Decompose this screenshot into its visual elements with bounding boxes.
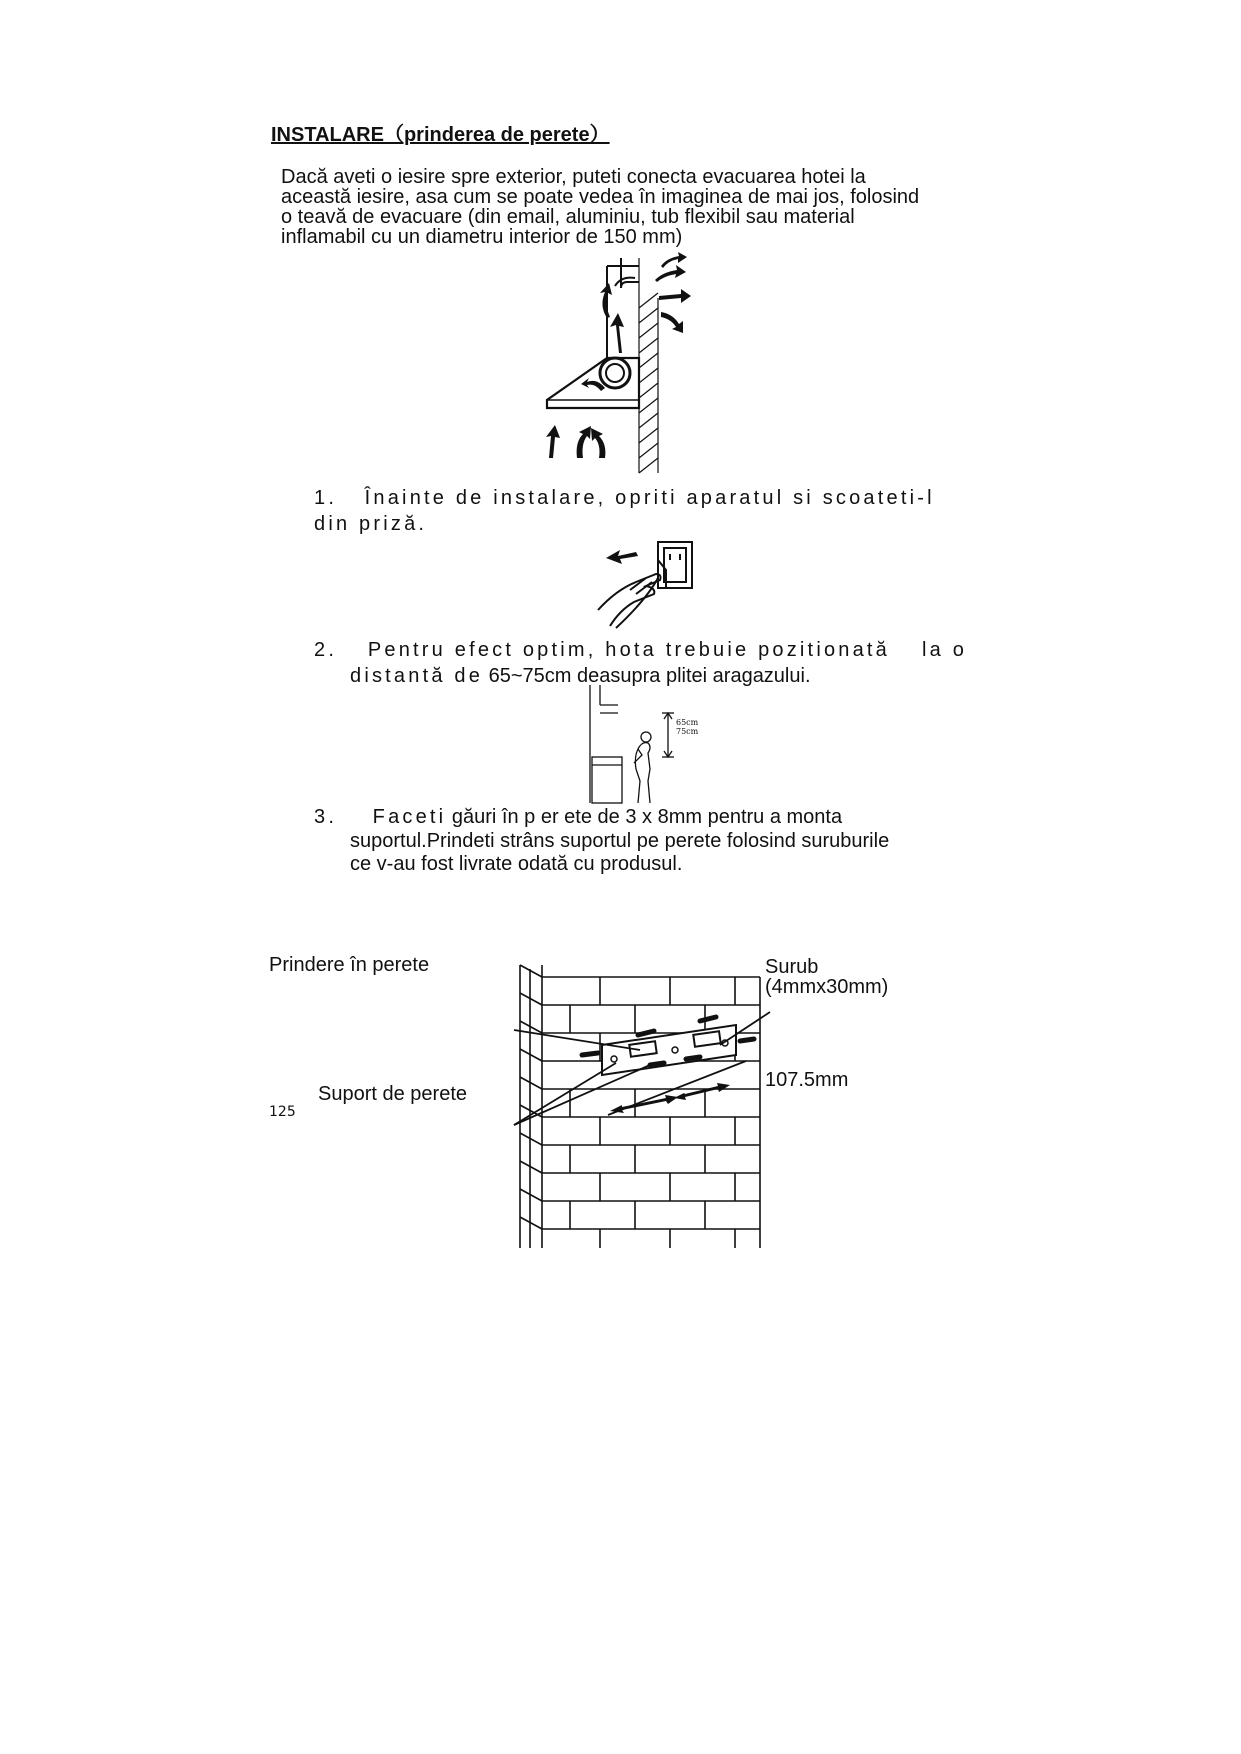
- step-text: Înainte de instalare, opriti aparatul si scoateti-l: [364, 487, 935, 509]
- intro-line: inflamabil cu un diametru interior de 150 mm): [281, 226, 683, 248]
- hood-height-diagram: [588, 685, 718, 805]
- step-text-spaced: Faceti: [372, 806, 447, 828]
- step-3-line2: suportul.Prindeti strâns suportul pe perete folosind suruburile: [350, 830, 890, 852]
- step-number: 1.: [314, 487, 338, 509]
- wall-hatch: [639, 258, 658, 473]
- step-3-line3: ce v-au fost livrate odată cu produsul.: [350, 853, 683, 875]
- fan-icon: [600, 358, 630, 388]
- hood-exhaust-diagram: [535, 258, 705, 473]
- step-2-line2: [350, 665, 811, 688]
- step-2: [314, 639, 890, 662]
- label-screw-size: (4mmx30mm): [765, 976, 889, 998]
- dimension-arrows-icon: [610, 1083, 730, 1113]
- label-wall-mount: Prindere în perete: [269, 954, 430, 976]
- pull-arrow-icon: [606, 550, 638, 564]
- label-distance: 107.5mm: [765, 1069, 849, 1091]
- page-title: INSTALARE（prinderea de perete）: [271, 124, 610, 146]
- step-text-rest: 65~75cm deasupra plitei aragazului.: [488, 665, 811, 687]
- exhaust-duct: [607, 258, 639, 358]
- page-number: 125: [269, 1104, 296, 1120]
- unplug-illustration: [596, 530, 701, 628]
- intro-line: această iesire, asa cum se poate vedea în imaginea de mai jos, folosind: [281, 186, 920, 208]
- step-text-spaced: distantă de: [350, 665, 484, 687]
- step-1-line2: din priză.: [314, 513, 428, 535]
- step-number: 3.: [314, 806, 338, 828]
- step-number: 2.: [314, 639, 338, 661]
- height-label-75: 75cm: [676, 727, 699, 736]
- label-screw: Surub: [765, 956, 819, 978]
- intro-line: Dacă aveti o iesire spre exterior, puteti conecta evacuarea hotei la: [281, 166, 866, 188]
- step-2-tail: la o: [922, 639, 968, 661]
- step-text: Pentru efect optim, hota trebuie pozitionată: [367, 639, 891, 661]
- label-bracket: Suport de perete: [318, 1083, 467, 1105]
- person-figure: [634, 743, 650, 803]
- height-label-65: 65cm: [676, 718, 699, 727]
- stove: [592, 757, 622, 803]
- wall-bracket-diagram: [510, 965, 780, 1265]
- step-text-rest: găuri în p er ete de 3 x 8mm pentru a monta: [451, 806, 843, 828]
- intro-paragraph: [281, 167, 1001, 247]
- step-3: [314, 806, 842, 829]
- intro-line: o teavă de evacuare (din email, aluminiu, tub flexibil sau material: [281, 206, 855, 228]
- step-1: [314, 487, 935, 510]
